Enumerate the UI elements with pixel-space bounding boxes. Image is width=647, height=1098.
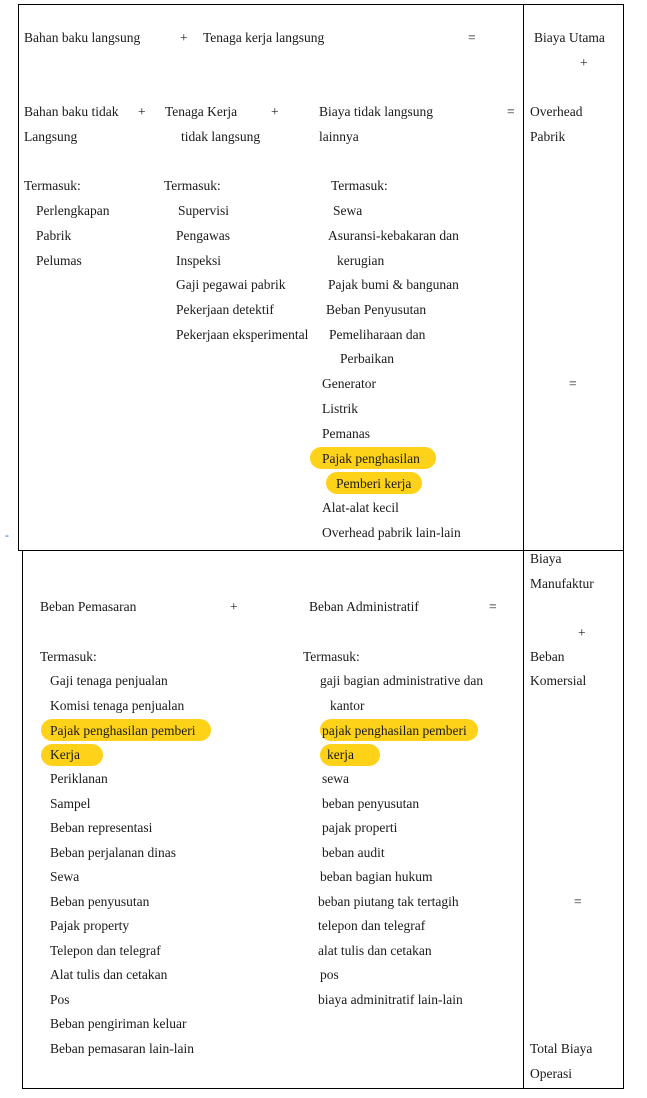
marketing-item: Beban representasi — [50, 820, 153, 835]
marketing-item: Gaji tenaga penjualan — [50, 673, 168, 688]
admin-item: beban audit — [322, 845, 385, 860]
col3-item: Beban Penyusutan — [326, 302, 427, 317]
other-indirect-label-2: lainnya — [319, 129, 359, 144]
col3-header: Termasuk: — [331, 178, 388, 193]
bottom-table-right-border — [623, 550, 624, 1089]
col3-item: Alat-alat kecil — [322, 500, 399, 515]
col1-item: Perlengkapan — [36, 203, 110, 218]
col1-item: Pabrik — [36, 228, 72, 243]
overhead-label: Overhead — [530, 104, 583, 119]
admin-item: beban piutang tak tertagih — [318, 894, 459, 909]
col3-item: Overhead pabrik lain-lain — [322, 525, 461, 540]
admin-item-highlighted: kerja — [327, 747, 354, 762]
col2-item: Inspeksi — [176, 253, 221, 268]
col3-item: Sewa — [333, 203, 363, 218]
plus-sign: + — [180, 30, 188, 45]
col2-item: Pekerjaan detektif — [176, 302, 274, 317]
col3-item: Asuransi-kebakaran dan — [328, 228, 459, 243]
col3-item: Pemanas — [322, 426, 370, 441]
bottom-table-divider — [523, 550, 524, 1089]
admin-item: biaya adminitratif lain-lain — [318, 992, 463, 1007]
overhead-label-2: Pabrik — [530, 129, 566, 144]
direct-material-label: Bahan baku langsung — [24, 30, 141, 45]
indirect-material-label-2: Langsung — [24, 129, 78, 144]
col3-item: kerugian — [337, 253, 385, 268]
marketing-item: Sampel — [50, 796, 91, 811]
admin-header: Termasuk: — [303, 649, 360, 664]
admin-item: kantor — [330, 698, 365, 713]
col3-item: Generator — [322, 376, 376, 391]
marketing-item-highlighted: Pajak penghasilan pemberi — [50, 723, 196, 738]
admin-item-highlighted: pajak penghasilan pemberi — [322, 723, 467, 738]
marketing-item-highlighted: Kerja — [50, 747, 80, 762]
col1-item: Pelumas — [36, 253, 82, 268]
direct-labor-label: Tenaga kerja langsung — [203, 30, 325, 45]
indirect-labor-label-2: tidak langsung — [181, 129, 261, 144]
manufacturing-cost-label-2: Manufaktur — [530, 576, 594, 591]
admin-item: gaji bagian administrative dan — [320, 673, 484, 688]
commercial-expense-label-2: Komersial — [530, 673, 587, 688]
col2-header: Termasuk: — [164, 178, 221, 193]
equals-sign-right: = — [574, 894, 582, 909]
admin-item: sewa — [322, 771, 349, 786]
admin-item: telepon dan telegraf — [318, 918, 426, 933]
equals-sign: = — [468, 30, 476, 45]
equals-sign: = — [507, 104, 515, 119]
top-table-divider — [523, 4, 524, 551]
side-mark: - — [5, 528, 9, 542]
marketing-item: Pos — [50, 992, 70, 1007]
marketing-item: Pajak property — [50, 918, 130, 933]
plus-sign-right: + — [580, 55, 588, 70]
equals-sign-right: = — [569, 376, 577, 391]
plus-sign-right: + — [578, 625, 586, 640]
plus-sign: + — [138, 104, 146, 119]
bottom-table-bottom-border — [22, 1088, 624, 1089]
equals-sign: = — [489, 599, 497, 614]
top-table-top-border — [18, 4, 624, 5]
marketing-item: Beban pengiriman keluar — [50, 1016, 187, 1031]
admin-expense-title: Beban Administratif — [309, 599, 419, 614]
marketing-header: Termasuk: — [40, 649, 97, 664]
plus-sign: + — [230, 599, 238, 614]
col3-item-highlighted: Pajak penghasilan — [322, 451, 420, 466]
plus-sign: + — [271, 104, 279, 119]
commercial-expense-label: Beban — [530, 649, 565, 664]
marketing-item: Beban perjalanan dinas — [50, 845, 176, 860]
marketing-item: Komisi tenaga penjualan — [50, 698, 185, 713]
marketing-item: Alat tulis dan cetakan — [50, 967, 168, 982]
indirect-material-label: Bahan baku tidak — [24, 104, 119, 119]
col3-item: Pemeliharaan dan — [329, 327, 426, 342]
col3-item: Listrik — [322, 401, 358, 416]
col3-item: Pajak bumi & bangunan — [328, 277, 459, 292]
col3-item: Perbaikan — [340, 351, 394, 366]
col2-item: Gaji pegawai pabrik — [176, 277, 286, 292]
top-table-right-border — [623, 4, 624, 551]
admin-item: pos — [320, 967, 339, 982]
col2-item: Pekerjaan eksperimental — [176, 327, 309, 342]
marketing-item: Telepon dan telegraf — [50, 943, 161, 958]
marketing-expense-title: Beban Pemasaran — [40, 599, 137, 614]
col3-item-highlighted: Pemberi kerja — [336, 476, 412, 491]
top-table-left-border — [18, 4, 19, 551]
other-indirect-label: Biaya tidak langsung — [319, 104, 433, 119]
marketing-item: Sewa — [50, 869, 80, 884]
admin-item: beban penyusutan — [322, 796, 420, 811]
admin-item: pajak properti — [322, 820, 398, 835]
marketing-item: Periklanan — [50, 771, 108, 786]
marketing-item: Beban pemasaran lain-lain — [50, 1041, 194, 1056]
admin-item: alat tulis dan cetakan — [318, 943, 432, 958]
manufacturing-cost-label: Biaya — [530, 551, 562, 566]
prime-cost-label: Biaya Utama — [534, 30, 605, 45]
total-operating-cost-label: Total Biaya — [530, 1041, 593, 1056]
admin-item: beban bagian hukum — [320, 869, 433, 884]
col1-header: Termasuk: — [24, 178, 81, 193]
bottom-table-left-border — [22, 550, 23, 1089]
col2-item: Supervisi — [178, 203, 230, 218]
indirect-labor-label: Tenaga Kerja — [165, 104, 238, 119]
total-operating-cost-label-2: Operasi — [530, 1066, 572, 1081]
marketing-item: Beban penyusutan — [50, 894, 150, 909]
col2-item: Pengawas — [176, 228, 230, 243]
